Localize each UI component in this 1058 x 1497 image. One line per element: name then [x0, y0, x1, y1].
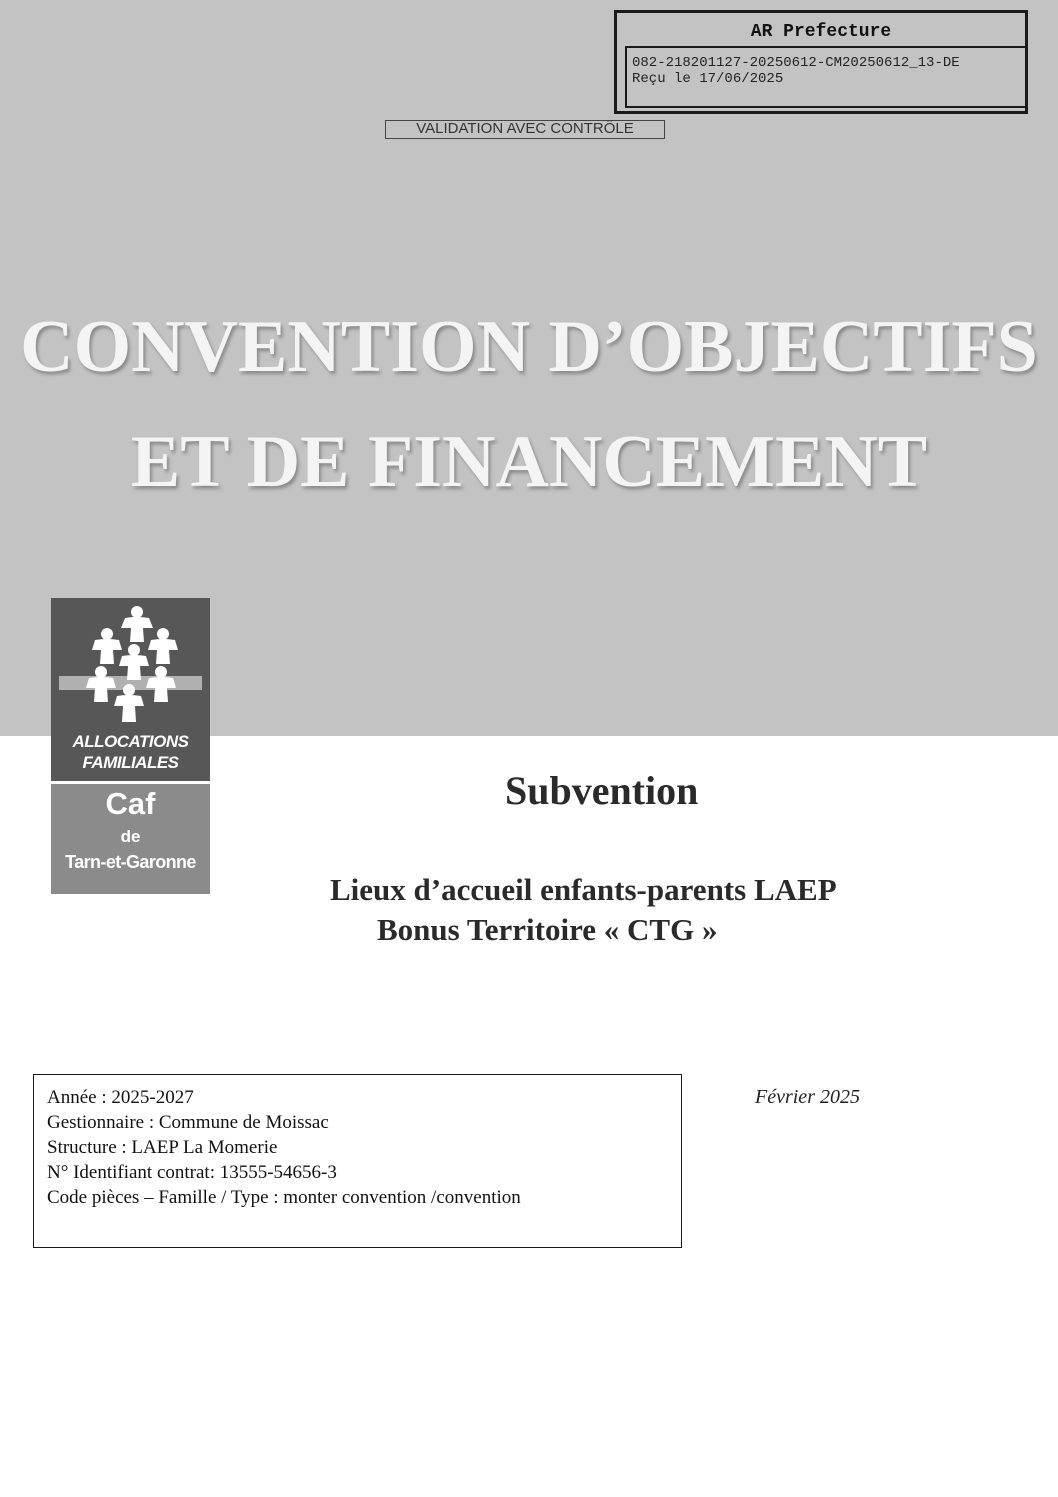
logo-text-de: de [120, 827, 141, 846]
logo-text-allocations: ALLOCATIONS [72, 732, 189, 751]
document-title-line-1: CONVENTION D’OBJECTIFS [20, 306, 1038, 388]
info-code-pieces: Code pièces – Famille / Type : monter convention /convention [47, 1187, 521, 1208]
stamp-received-date: Reçu le 17/06/2025 [632, 71, 784, 87]
document-title-line-2: ET DE FINANCEMENT [130, 421, 928, 503]
info-structure: Structure : LAEP La Momerie [47, 1137, 278, 1158]
info-identifiant: N° Identifiant contrat: 13555-54656-3 [47, 1162, 337, 1183]
logo-text-caf: Caf [105, 786, 156, 821]
subtitle: Subvention [505, 768, 699, 813]
stamp-details [625, 46, 1027, 108]
info-gestionnaire: Gestionnaire : Commune de Moissac [47, 1112, 329, 1133]
logo-text-department: Tarn-et-Garonne [65, 852, 196, 872]
stamp-reference: 082-218201127-20250612-CM20250612_13-DE [632, 55, 960, 71]
contract-info-box [33, 1074, 682, 1248]
document-date: Février 2025 [755, 1086, 860, 1108]
logo-allocations-familiales-block [51, 598, 210, 781]
validation-label: VALIDATION AVEC CONTRÔLE [385, 120, 665, 139]
info-annee: Année : 2025-2027 [47, 1087, 194, 1108]
logo-text-familiales: FAMILIALES [82, 753, 179, 772]
subject-line-1: Lieux d’accueil enfants-parents LAEP [330, 872, 837, 907]
stamp-title: AR Prefecture [750, 22, 892, 42]
ar-prefecture-stamp [614, 10, 1028, 114]
subject-line-2: Bonus Territoire « CTG » [377, 912, 718, 947]
caf-logo [51, 598, 210, 894]
